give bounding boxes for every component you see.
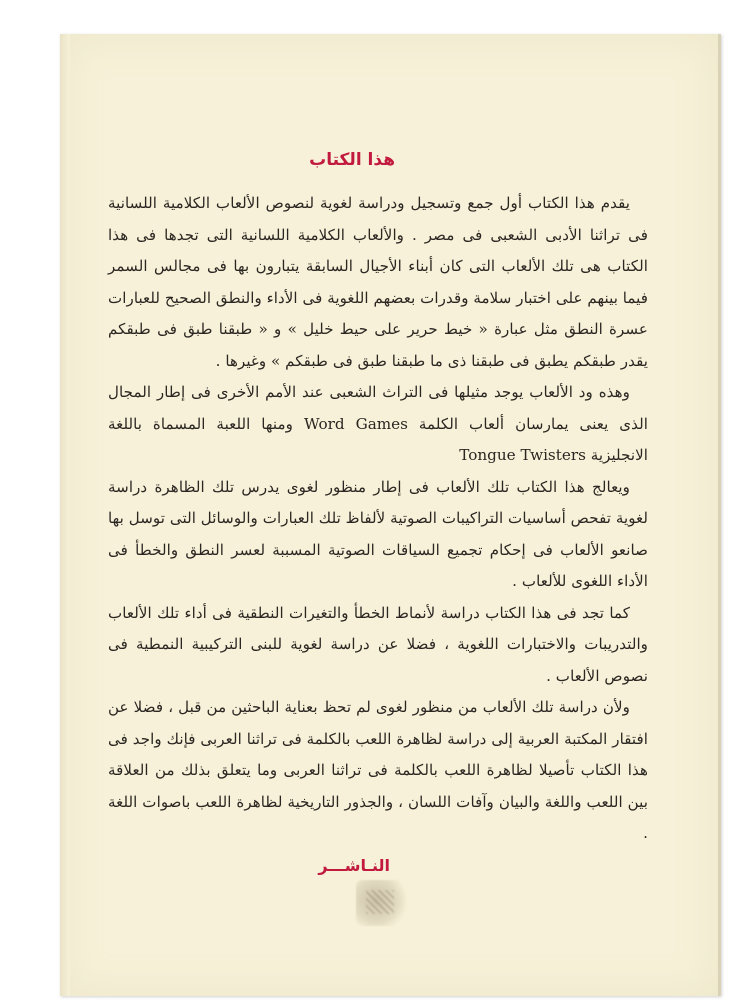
blurb-paragraph-2: وهذه ود الألعاب يوجد مثيلها فى التراث الشعبى عند الأمم الأخرى فى إطار المجال الذى يعنى يمارسان ألعاب الكلمة Word Games ومنها اللعبة المسماة باللغة الانجليزية Tongue Twisters (108, 383, 648, 464)
worn-sticker-mark (356, 880, 406, 926)
blurb-paragraph-4: كما تجد فى هذا الكتاب دراسة لأنماط الخطأ والتغيرات النطقية فى أداء تلك الألعاب والتدريبات والاختبارات اللغوية ، فضلا عن دراسة لغوية للبنى التركيبية النمطية فى نصوص الألعاب . (108, 603, 648, 685)
blurb-text (108, 188, 648, 850)
blurb-paragraph-3: ويعالج هذا الكتاب تلك الألعاب فى إطار منظور لغوى يدرس تلك الظاهرة دراسة لغوية تفحص أساسيات التراكيبات الصوتية لألفاظ تلك العبارات والوسائل التى توسل بها صانعو الألعاب فى إحكام تجميع السياقات الصوتية المسببة لعسر النطق والخطأ فى الأداء اللغوى للألعاب . (108, 477, 648, 590)
cover-heading: هذا الكتاب (309, 150, 395, 170)
blurb-paragraph-1: يقدم هذا الكتاب أول جمع وتسجيل ودراسة لغوية لنصوص الألعاب الكلامية اللسانية فى تراثنا الأدبى الشعبى فى مصر . والألعاب الكلامية اللسانية التى تجدها فى هذا الكتاب هى تلك الألعاب التى كان أبناء الأجيال السابقة يتبارون بها فى مجالس السمر فيما بينهم على اختبار سلامة وقدرات بعضهم اللغوية فى الأداء والنطق الصحيح للعبارات عسرة النطق مثل عبارة « خيط حرير على حيط خليل » و « طبقنا طبق فى طبقكم يقدر طبقكم يطبق فى طبقنا ذى ما طبقنا طبق فى طبقكم » وغيرها . (108, 194, 648, 370)
blurb-paragraph-5: ولأن دراسة تلك الألعاب من منظور لغوى لم تحظ بعناية الباحثين من قبل ، فضلا عن افتقار المكتبة العربية إلى دراسة لظاهرة اللعب بالكلمة فى تراثنا العربى فإنك واجد فى هذا الكتاب تأصيلا لظاهرة اللعب بالكلمة فى تراثنا العربى وما يتعلق بذلك من العلاقة بين اللعب واللغة والبيان وآفات اللسان ، والجذور التاريخية لظاهرة اللعب باصوات اللغة . (108, 698, 648, 842)
publisher-signature: النـاشـــر (318, 856, 390, 875)
cover-spine-edge (60, 34, 70, 996)
